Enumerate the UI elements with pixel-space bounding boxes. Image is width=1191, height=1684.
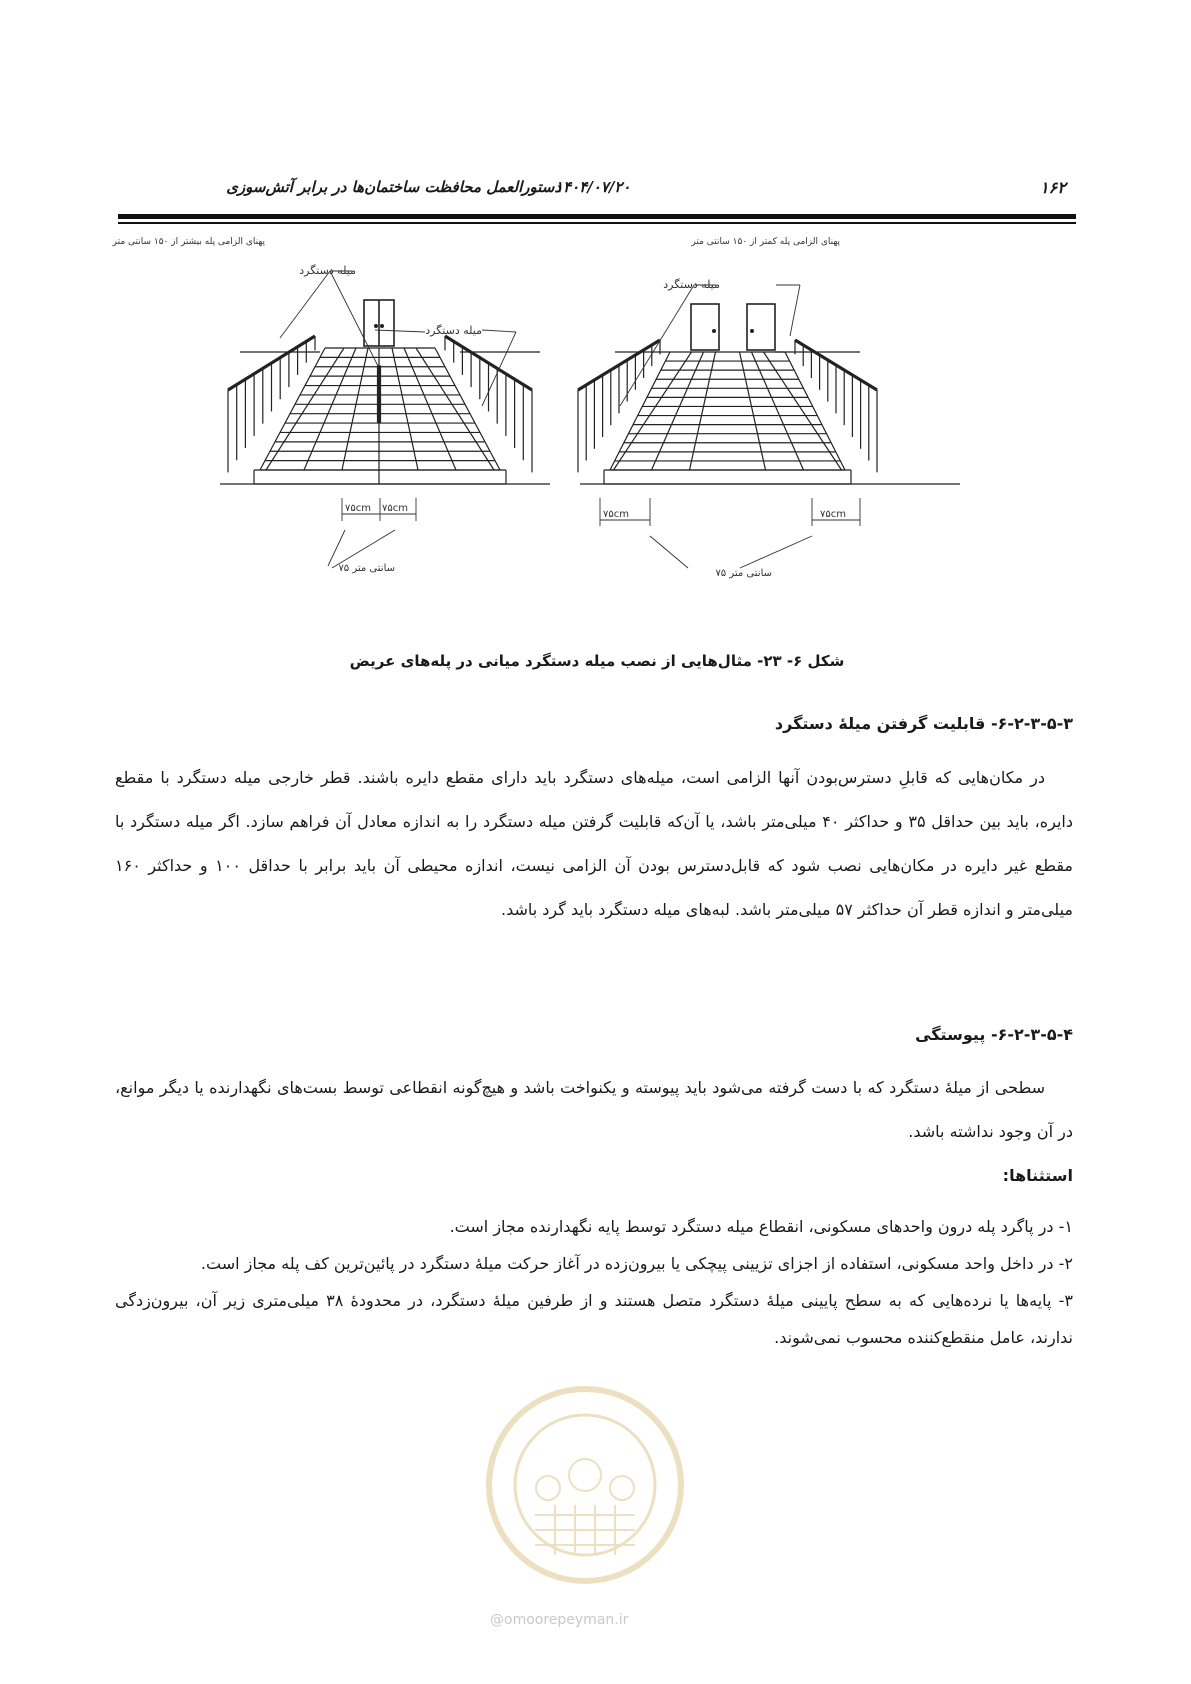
left-bottom-label: سانتی متر ۷۵ bbox=[338, 563, 395, 574]
exceptions-list bbox=[115, 1208, 1073, 1356]
watermark-seal-icon bbox=[480, 1380, 690, 1590]
paragraph-grip: در مکان‌هایی که قابلِ دسترس‌بودن آنها الزامی است، میله‌های دستگرد باید دارای مقطع دایره باشند. قطر خارجی میله دستگرد با مقطع دایره، باید بین حداقل ۳۵ و حداکثر ۴۰ میلی‌متر باشد، یا آن‌که قابلیت گرفتن میله دستگرد را به اندازه معادل آن فراهم سازد. اگر میله دستگرد با مقطع غیر دایره در مکان‌هایی نصب شود که قابل‌دسترس بودن آن الزامی نیست، اندازه محیطی آن باید برابر با حداقل ۱۰۰ و حداکثر ۱۶۰ میلی‌متر و اندازه قطر آن حداکثر ۵۷ میلی‌متر باشد. لبه‌های میله دستگرد باید گرد باشد. bbox=[115, 768, 1073, 919]
stair-diagram bbox=[112, 236, 960, 636]
left-double-door bbox=[364, 300, 394, 346]
right-top-label: پهنای الزامی پله کمتر از ۱۵۰ سانتی متر bbox=[691, 237, 840, 247]
left-dim-b: ۷۵cm bbox=[382, 503, 408, 514]
exception-item: ۳- پایه‌ها یا نرده‌هایی که به سطح پایینی میلهٔ دستگرد متصل هستند و از طرفین میلهٔ دستگرد، در محدودهٔ ۳۸ میلی‌متری زیر آن، بیرون‌زدگی ندارند، عامل منقطع‌کننده محسوب نمی‌شوند. bbox=[115, 1291, 1073, 1347]
exception-item: ۲- در داخل واحد مسکونی، استفاده از اجزای تزیینی پیچکی یا بیرون‌زده در آغاز حرکت میلهٔ دستگرد در پائین‌ترین کف پله مجاز است. bbox=[200, 1254, 1073, 1273]
left-dim-a: ۷۵cm bbox=[345, 503, 371, 514]
running-header-date: ۱۴۰۴/۰۷/۲۰ bbox=[555, 178, 631, 196]
left-center-handrail-label: میله دستگرد bbox=[425, 324, 482, 337]
right-doors bbox=[691, 304, 775, 350]
right-dim-b: ۷۵cm bbox=[820, 509, 846, 520]
section-heading-continuity: ۶-۲-۳-۵-۴- پیوستگی bbox=[915, 1025, 1073, 1044]
exceptions-title: استثناها: bbox=[1002, 1166, 1073, 1185]
right-handrail-label: میله دستگرد bbox=[663, 278, 720, 291]
center-handrail bbox=[378, 348, 381, 484]
running-header-title: دستورالعمل محافظت ساختمان‌ها در برابر آتش‌سوزی bbox=[226, 178, 561, 196]
left-top-label: پهنای الزامی پله بیشتر از ۱۵۰ سانتی متر bbox=[112, 237, 265, 247]
watermark-url: @omoorepeyman.ir bbox=[490, 1612, 629, 1628]
section-body-continuity bbox=[115, 1066, 1073, 1154]
header-rule-thin bbox=[118, 222, 1076, 224]
stair-handrail-figure bbox=[112, 236, 960, 636]
side-handrails bbox=[578, 340, 877, 390]
exception-item: ۱- در پاگرد پله درون واحدهای مسکونی، انقطاع میله دستگرد توسط پایه نگهدارنده مجاز است. bbox=[449, 1217, 1073, 1236]
watermark-logo bbox=[480, 1380, 690, 1590]
header-rule-thick bbox=[118, 214, 1076, 219]
section-heading-grip: ۶-۲-۳-۵-۳- قابلیت گرفتن میلهٔ دستگرد bbox=[774, 714, 1073, 733]
right-narrow-stair bbox=[578, 340, 877, 484]
page-number: ۱۶۲ bbox=[1040, 178, 1066, 197]
right-dim-a: ۷۵cm bbox=[603, 509, 629, 520]
left-handrail-label: میله دستگرد bbox=[299, 264, 356, 277]
figure-caption: شکل ۶- ۲۳- مثال‌هایی از نصب میله دستگرد میانی در پله‌های عریض bbox=[349, 652, 845, 670]
section-body-grip bbox=[115, 756, 1073, 932]
right-bottom-label: سانتی متر ۷۵ bbox=[715, 568, 772, 579]
paragraph-continuity: سطحی از میلهٔ دستگرد که با دست گرفته می‌شود باید پیوسته و یکنواخت باشد و هیچ‌گونه انقطاعی توسط بست‌های نگهدارنده یا دیگر موانع، در آن وجود نداشته باشد. bbox=[115, 1078, 1073, 1141]
